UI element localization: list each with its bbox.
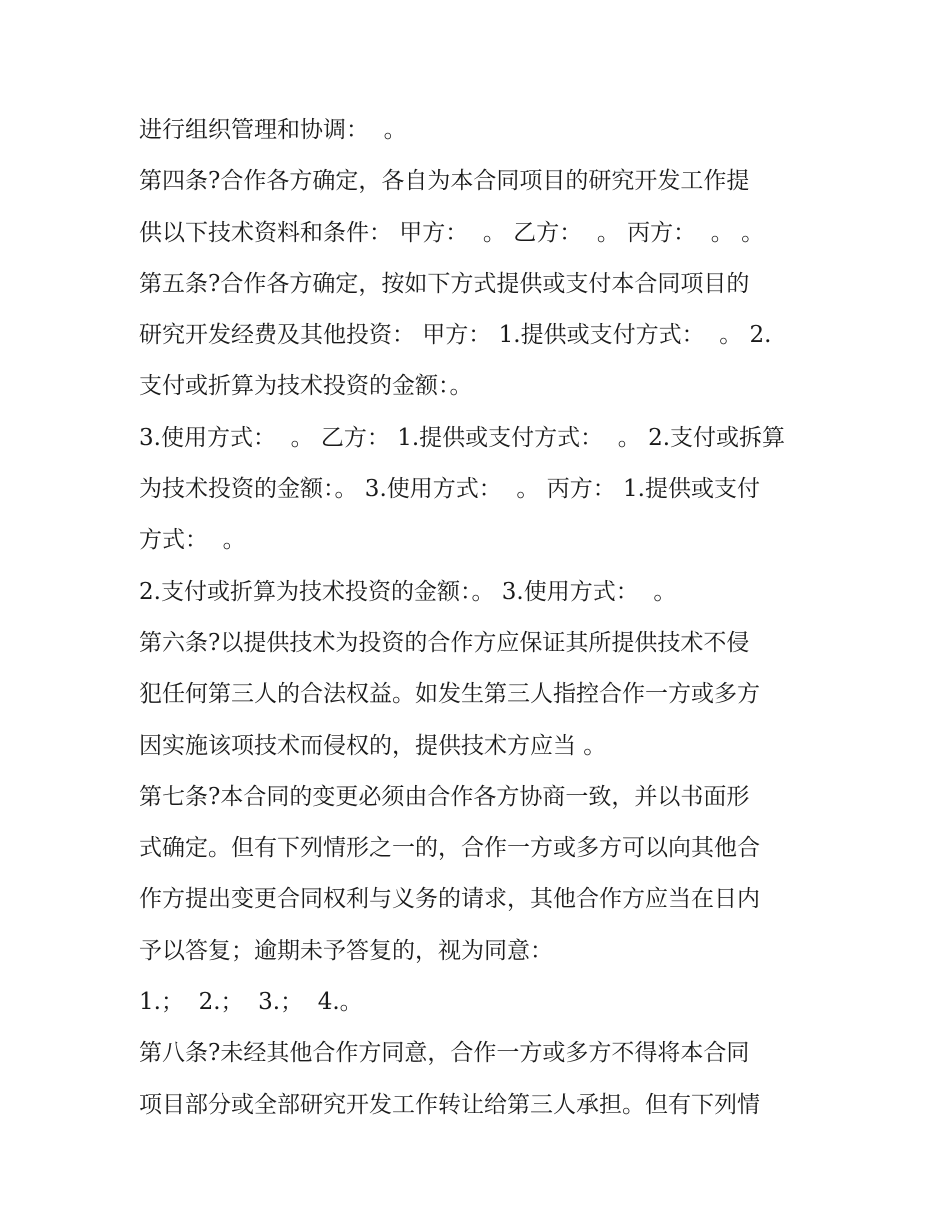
text-line: 因实施该项技术而侵权的，提供技术方应当 。: [139, 732, 607, 759]
text-line: 项目部分或全部研究开发工作转让给第三人承担。但有下列情: [139, 1091, 760, 1118]
contract-text-body: [139, 105, 829, 1131]
text-line: 第四条?合作各方确定，各自为本合同项目的研究开发工作提: [139, 168, 750, 195]
text-line: 3.使用方式： 。 乙方： 1.提供或支付方式： 。 2.支付或拆算: [139, 424, 786, 451]
text-line: 1.； 2.； 3.； 4.。: [139, 989, 363, 1016]
text-line: 作方提出变更合同权利与义务的请求，其他合作方应当在日内: [139, 886, 760, 913]
text-line: 第五条?合作各方确定，按如下方式提供或支付本合同项目的: [139, 270, 750, 297]
text-line: 2.支付或折算为技术投资的金额：。 3.使用方式： 。: [139, 578, 677, 605]
text-line: 为技术投资的金额：。 3.使用方式： 。 丙方： 1.提供或支付: [139, 476, 760, 503]
text-line: 第六条?以提供技术为投资的合作方应保证其所提供技术不侵: [139, 629, 750, 656]
text-line: 研究开发经费及其他投资： 甲方： 1.提供或支付方式： 。 2.: [139, 322, 772, 349]
text-line: 式确定。但有下列情形之一的，合作一方或多方可以向其他合: [139, 835, 760, 862]
text-line: 支付或折算为技术投资的金额：。: [139, 373, 473, 400]
text-line: 供以下技术资料和条件： 甲方： 。 乙方： 。 丙方： 。 。: [139, 219, 765, 246]
text-line: 进行组织管理和协调： 。: [139, 117, 407, 143]
text-line: 第八条?未经其他合作方同意，合作一方或多方不得将本合同: [139, 1040, 750, 1067]
text-line: 第七条?本合同的变更必须由合作各方协商一致，并以书面形: [139, 783, 750, 810]
text-line: 予以答复；逾期未予答复的，视为同意：: [139, 937, 553, 964]
text-line: 方式： 。: [139, 527, 246, 554]
text-line: 犯任何第三人的合法权益。如发生第三人指控合作一方或多方: [139, 681, 760, 708]
